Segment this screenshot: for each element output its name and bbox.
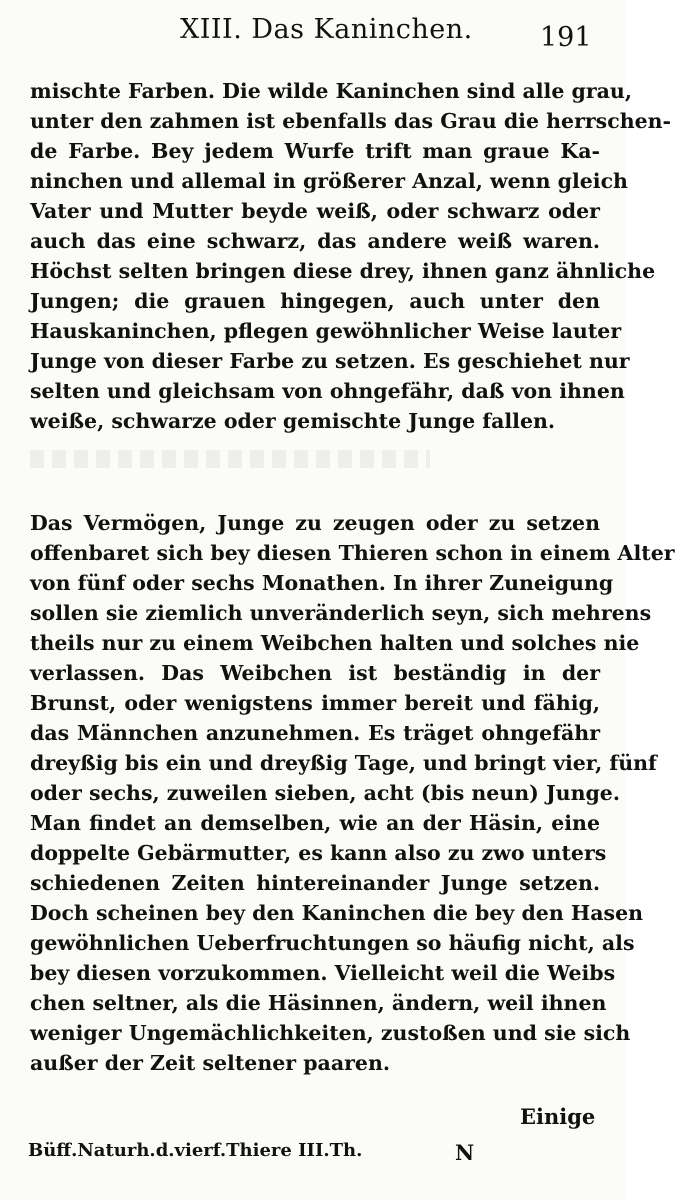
text-line: Man findet an demselben, wie an der Häsin, eine — [30, 811, 600, 835]
text-line: Jungen; die grauen hingegen, auch unter den — [30, 289, 600, 313]
text-line: Hauskaninchen, pflegen gewöhnlicher Weise lauter — [30, 319, 622, 343]
text-line: weniger Ungemächlichkeiten, zustoßen und sie sich — [30, 1021, 631, 1045]
show-through-bleed — [30, 450, 430, 468]
text-line: de Farbe. Bey jedem Wurfe trift man graue Ka- — [30, 139, 600, 163]
text-line: mischte Farben. Die wilde Kaninchen sind alle grau, — [30, 79, 632, 103]
text-line: ninchen und allemal in größerer Anzal, wenn gleich — [30, 169, 628, 193]
text-line: offenbaret sich bey diesen Thieren schon in einem Alter — [30, 541, 675, 565]
text-line: chen seltner, als die Häsinnen, ändern, weil ihnen — [30, 991, 607, 1015]
catchword: Einige — [520, 1104, 596, 1129]
text-line: außer der Zeit seltener paaren. — [30, 1051, 391, 1075]
text-line: bey diesen vorzukommen. Vielleicht weil die Weibs — [30, 961, 616, 985]
text-line: schiedenen Zeiten hintereinander Junge setzen. — [30, 871, 600, 895]
text-line: das Männchen anzunehmen. Es träget ohngefähr — [30, 721, 600, 745]
text-line: doppelte Gebärmutter, es kann also zu zwo unters — [30, 841, 607, 865]
text-line: Brunst, oder wenigstens immer bereit und fähig, — [30, 691, 600, 715]
text-line: sollen sie ziemlich unveränderlich seyn, sich mehrens — [30, 601, 652, 625]
text-line: Das Vermögen, Junge zu zeugen oder zu setzen — [30, 511, 600, 535]
text-line: oder sechs, zuweilen sieben, acht (bis neun) Junge. — [30, 781, 620, 805]
text-line: Höchst selten bringen diese drey, ihnen ganz ähnliche — [30, 259, 656, 283]
text-line: selten und gleichsam von ohngefähr, daß von ihnen — [30, 379, 625, 403]
text-line: gewöhnlichen Ueberfruchtungen so häufig nicht, als — [30, 931, 635, 955]
paragraph-2 — [30, 508, 675, 1078]
page-number: 191 — [540, 22, 592, 53]
text-line: weiße, schwarze oder gemischte Junge fallen. — [30, 409, 556, 433]
text-line: von fünf oder sechs Monathen. In ihrer Zuneigung — [30, 571, 614, 595]
text-line: Doch scheinen bey den Kaninchen die bey den Hasen — [30, 901, 644, 925]
text-line: Vater und Mutter beyde weiß, oder schwarz oder — [30, 199, 600, 223]
signature-mark: N — [455, 1140, 475, 1165]
text-line: dreyßig bis ein und dreyßig Tage, und bringt vier, fünf — [30, 751, 657, 775]
running-title: XIII. Das Kaninchen. — [180, 14, 473, 45]
text-line: verlassen. Das Weibchen ist beständig in der — [30, 661, 600, 685]
text-line: unter den zahmen ist ebenfalls das Grau die herrschen- — [30, 109, 672, 133]
paragraph-1 — [30, 76, 672, 436]
signature-line: Büff.Naturh.d.vierf.Thiere III.Th. — [28, 1140, 363, 1161]
text-line: theils nur zu einem Weibchen halten und solches nie — [30, 631, 640, 655]
text-line: Junge von dieser Farbe zu setzen. Es geschiehet nur — [30, 349, 630, 373]
text-line: auch das eine schwarz, das andere weiß waren. — [30, 229, 600, 253]
